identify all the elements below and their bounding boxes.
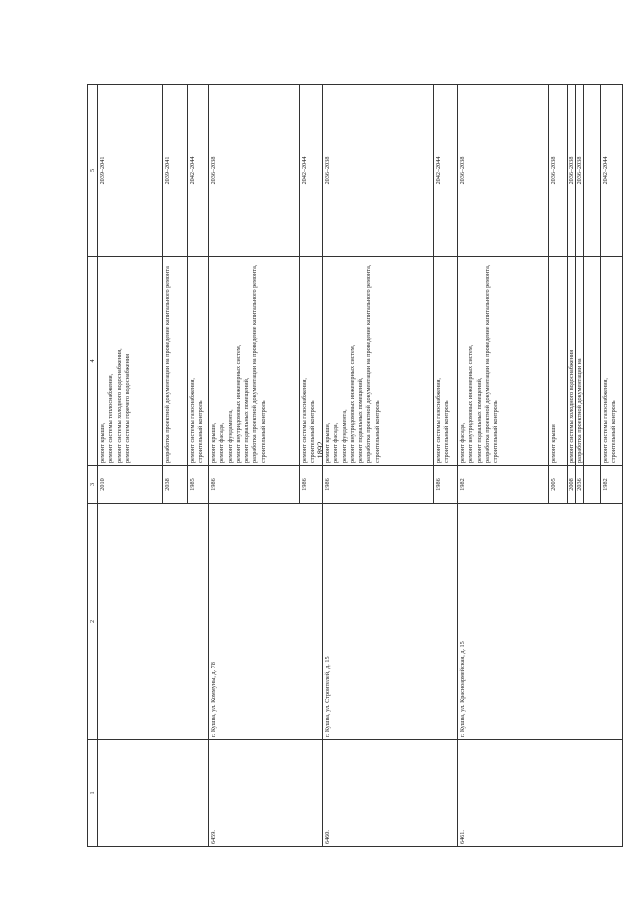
year: 2010 <box>98 466 163 504</box>
header-col-2: 2 <box>88 504 98 740</box>
period: 2042–2044 <box>434 85 458 257</box>
year: 1986 <box>209 466 300 504</box>
year: 1986 <box>323 466 434 504</box>
header-col-3: 3 <box>88 466 98 504</box>
row-number: 6460. <box>323 740 458 847</box>
work-list: ремонт крыши, ремонт системы теплоснабжения, ремонт системы холодного водоснабжения, ремонт системы горячего водоснабжения <box>98 257 163 466</box>
work-list: ремонт крыши <box>549 257 568 466</box>
work-list: ремонт системы газоснабжения, строительный контроль <box>434 257 458 466</box>
work-list: ремонт крыши, ремонт фасада, ремонт фундамента, ремонт внутридомовых инженерных систем, ремонт подвальных помещений, разработка проектной документации на проведение капитального ремонта, строительный контроль <box>209 257 300 466</box>
period: 2036–2038 <box>568 85 576 257</box>
table-row <box>98 85 163 847</box>
header-col-1: 1 <box>88 740 98 847</box>
address: г. Кушва, ул. Коммуны, д. 78 <box>209 504 323 740</box>
page-number: 1892 <box>315 441 325 459</box>
work-list <box>584 257 601 466</box>
header-col-4: 4 <box>88 257 98 466</box>
year: 2036 <box>576 466 584 504</box>
work-list: ремонт системы газоснабжения, строительный контроль <box>300 257 323 466</box>
table-row <box>209 85 300 847</box>
work-list: разработка проектной документации на проведение капитального ремонта <box>163 257 188 466</box>
year: 1986 <box>434 466 458 504</box>
table-row <box>458 85 549 847</box>
row-number: 6459. <box>209 740 323 847</box>
work-list: ремонт крыши, ремонт фасада, ремонт фундамента, ремонт внутридомовых инженерных систем, ремонт подвальных помещений, разработка проектной документации на проведение капитального ремонта, строительный контроль <box>323 257 434 466</box>
address: г. Кушва, ул. Строителей, д. 15 <box>323 504 458 740</box>
repair-schedule-table-rotated <box>87 85 618 847</box>
repair-schedule-table <box>87 84 623 847</box>
work-list: разработка проектной документации на <box>576 257 584 466</box>
table-row <box>323 85 434 847</box>
period: 2036–2038 <box>549 85 568 257</box>
address <box>98 504 209 740</box>
year: 1982 <box>601 466 623 504</box>
period: 2042–2044 <box>300 85 323 257</box>
period: 2036–2038 <box>458 85 549 257</box>
work-list: ремонт системы газоснабжения, строительный контроль <box>601 257 623 466</box>
period: 2042–2044 <box>188 85 209 257</box>
year: 2038 <box>163 466 188 504</box>
period: 2039–2041 <box>163 85 188 257</box>
year: 2005 <box>549 466 568 504</box>
period: 2036–2038 <box>209 85 300 257</box>
year: 1985 <box>188 466 209 504</box>
header-col-5: 5 <box>88 85 98 257</box>
year: 1982 <box>458 466 549 504</box>
row-number: 6461. <box>458 740 623 847</box>
period: 2036–2038 <box>576 85 584 257</box>
address: г. Кушва, ул. Красноармейская, д. 15 <box>458 504 623 740</box>
work-list: ремонт системы холодного водоснабжения <box>568 257 576 466</box>
period <box>584 85 601 257</box>
header-row <box>88 85 98 847</box>
period: 2042–2044 <box>601 85 623 257</box>
work-list: ремонт системы газоснабжения, строительный контроль <box>188 257 209 466</box>
period: 2039–2041 <box>98 85 163 257</box>
year: 2008 <box>568 466 576 504</box>
period: 2036–2038 <box>323 85 434 257</box>
row-number <box>98 740 209 847</box>
work-list: ремонт фасада, ремонт внутридомовых инженерных систем, ремонт подвальных помещений, разработка проектной документации на проведение капитального ремонта, строительный контроль <box>458 257 549 466</box>
year <box>584 466 601 504</box>
year: 1986 <box>300 466 323 504</box>
